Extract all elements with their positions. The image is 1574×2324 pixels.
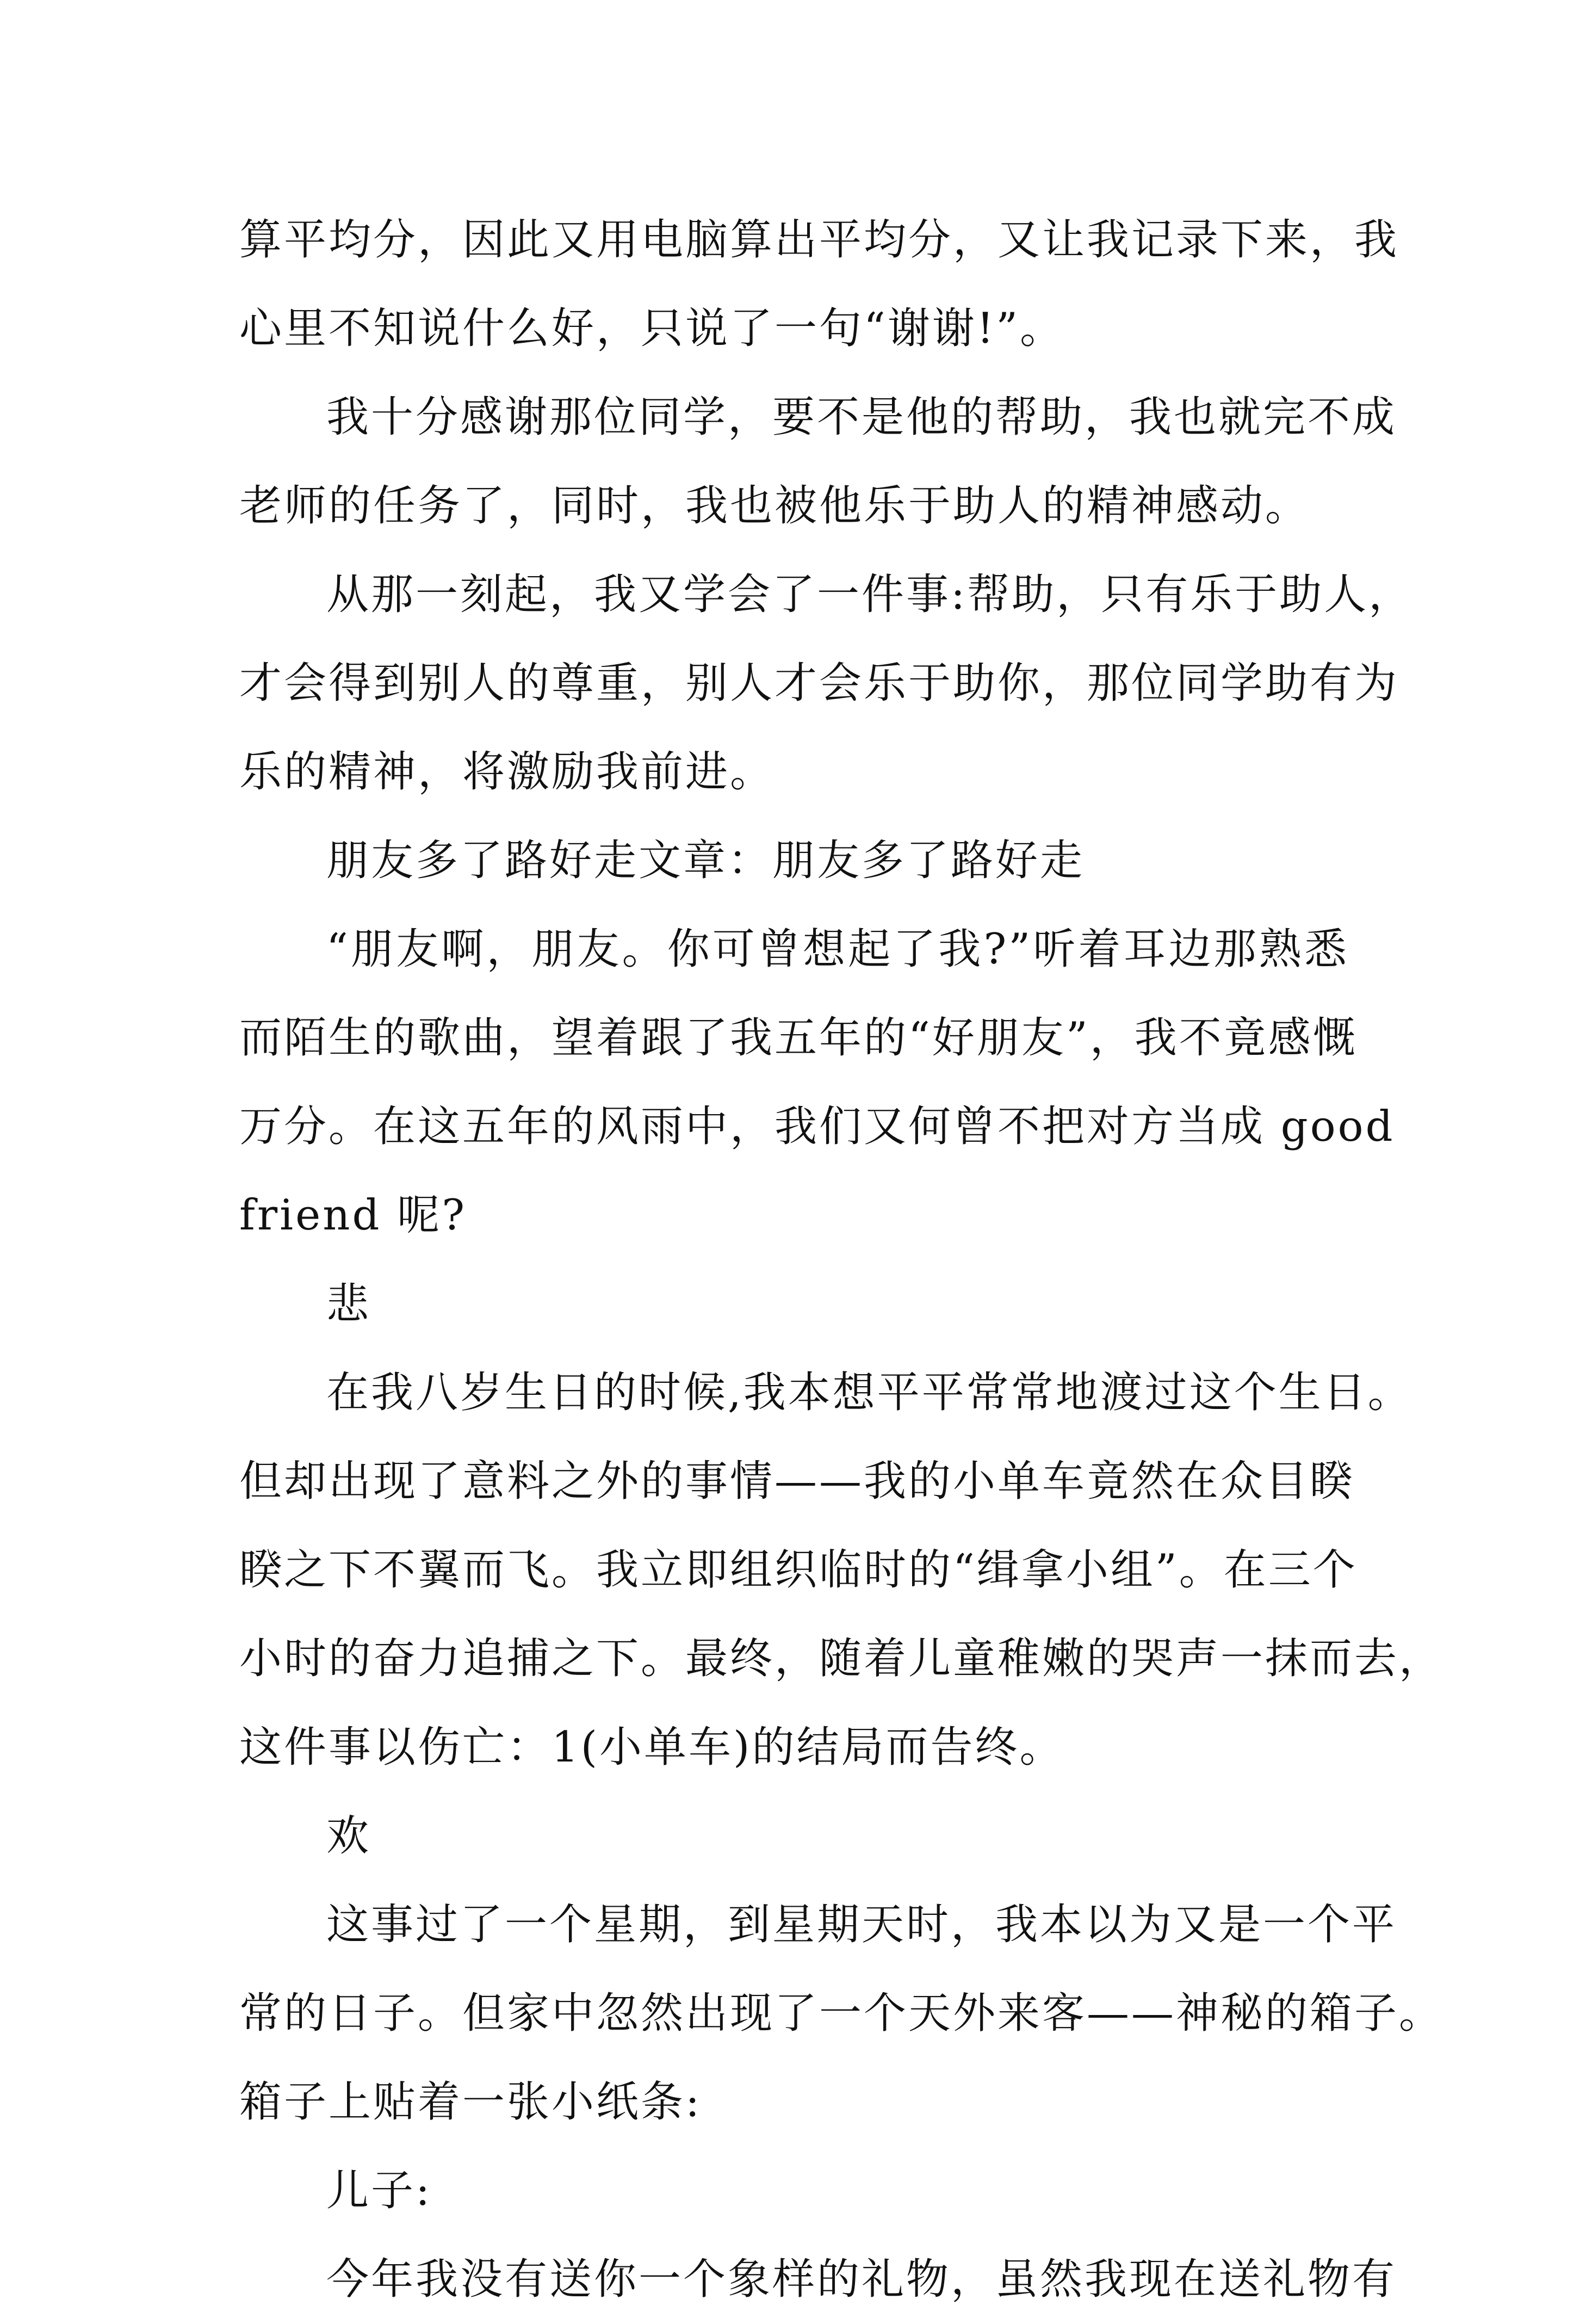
text-line: 朋友多了路好走文章：朋友多了路好走: [326, 836, 1085, 885]
text-line: 乐的精神，将激励我前进。: [239, 747, 775, 796]
text-line: 这件事以伤亡：1(小单车)的结局而告终。: [239, 1723, 1064, 1772]
text-line: 才会得到别人的尊重，别人才会乐于助你，那位同学助有为: [239, 659, 1399, 708]
text-line: 我十分感谢那位同学，要不是他的帮助，我也就完不成: [326, 393, 1397, 442]
document-body: [239, 196, 1444, 2324]
text-line: 这事过了一个星期，到星期天时，我本以为又是一个平: [326, 1900, 1397, 1949]
text-line: 从那一刻起，我又学会了一件事:帮助，只有乐于助人，: [326, 570, 1414, 619]
text-line: 心里不知说什么好，只说了一句“谢谢!”。: [239, 304, 1065, 353]
text-line: 常的日子。但家中忽然出现了一个天外来客——神秘的箱子。: [239, 1989, 1444, 2038]
text-line: 悲: [326, 1280, 371, 1328]
text-line: 算平均分，因此又用电脑算出平均分，又让我记录下来，我: [239, 215, 1399, 264]
text-line: 小时的奋力追捕之下。最终，随着儿童稚嫩的哭声一抹而去，: [239, 1634, 1444, 1683]
text-line: 箱子上贴着一张小纸条:: [239, 2078, 702, 2127]
text-line: 儿子:: [326, 2166, 432, 2215]
text-line: 但却出现了意料之外的事情——我的小单车竟然在众目睽: [239, 1457, 1355, 1506]
text-line: friend 呢?: [239, 1191, 467, 1240]
text-line: 万分。在这五年的风雨中，我们又何曾不把对方当成 good: [239, 1102, 1395, 1151]
text-line: 欢: [326, 1812, 371, 1861]
text-line: 而陌生的歌曲，望着跟了我五年的“好朋友”，我不竟感慨: [239, 1013, 1358, 1062]
text-line: 今年我没有送你一个象样的礼物，虽然我现在送礼物有: [326, 2255, 1397, 2304]
text-line: 老师的任务了，同时，我也被他乐于助人的精神感动。: [239, 481, 1310, 530]
text-line: 在我八岁生日的时候,我本想平平常常地渡过这个生日。: [326, 1368, 1412, 1417]
text-line: “朋友啊，朋友。你可曾想起了我?”听着耳边那熟悉: [326, 925, 1349, 974]
text-line: 睽之下不翼而飞。我立即组织临时的“缉拿小组”。在三个: [239, 1546, 1358, 1594]
